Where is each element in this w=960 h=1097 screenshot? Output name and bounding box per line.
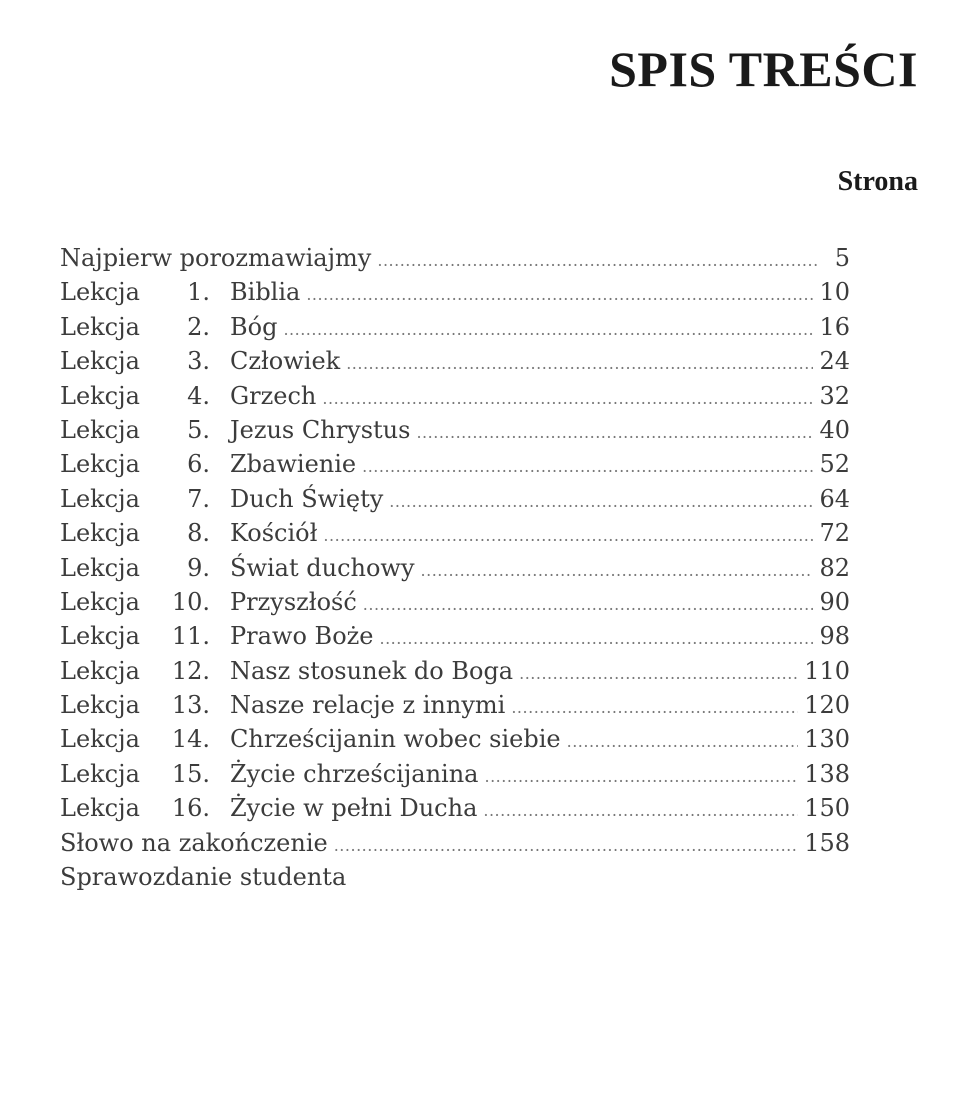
toc-entry-lesson[interactable] xyxy=(60,657,850,691)
dot-leader xyxy=(511,698,798,717)
lesson-number: 9. xyxy=(187,553,210,582)
toc-entry-lesson[interactable] xyxy=(60,794,850,828)
toc-entry-page: 138 xyxy=(804,759,850,788)
lesson-label: Lekcja xyxy=(60,725,140,754)
lesson-label: Lekcja xyxy=(60,587,140,616)
toc-entry-page: 90 xyxy=(819,587,850,616)
dot-leader xyxy=(379,629,813,648)
toc-entry-page: 10 xyxy=(819,278,850,307)
lesson-number: 1. xyxy=(187,278,210,307)
toc-entry-lesson[interactable] xyxy=(60,691,850,725)
toc-entry-title: Słowo na zakończenie xyxy=(60,828,328,857)
lesson-label: Lekcja xyxy=(60,759,140,788)
toc-entry-title: Życie w pełni Ducha xyxy=(230,794,478,823)
toc-entry-title: Biblia xyxy=(230,278,301,307)
lesson-label: Lekcja xyxy=(60,415,140,444)
toc-entry-page: 82 xyxy=(819,553,850,582)
toc-entry-title: Najpierw porozmawiajmy xyxy=(60,244,372,272)
lesson-label: Lekcja xyxy=(60,519,140,548)
lesson-number: 10. xyxy=(171,587,210,616)
dot-leader xyxy=(484,767,798,786)
toc-entry-page: 24 xyxy=(819,347,850,376)
toc-entry-page: 110 xyxy=(804,656,850,685)
dot-leader xyxy=(362,457,813,476)
dot-leader xyxy=(416,423,813,442)
toc-entry-closing[interactable] xyxy=(60,829,850,863)
dot-leader xyxy=(483,801,798,820)
lesson-label: Lekcja xyxy=(60,656,140,685)
lesson-number: 14. xyxy=(171,725,210,754)
toc-entry-page: 130 xyxy=(804,725,850,754)
toc-entry-lesson[interactable] xyxy=(60,382,850,416)
toc-entry-title: Świat duchowy xyxy=(230,553,415,582)
toc-entry-page: 150 xyxy=(804,794,850,823)
toc-entry-page: 98 xyxy=(819,622,850,651)
toc-entry-title: Człowiek xyxy=(230,347,341,376)
lesson-label: Lekcja xyxy=(60,691,140,720)
lesson-number: 7. xyxy=(187,484,210,513)
toc-entry-page: 64 xyxy=(819,484,850,513)
toc-entry-lesson[interactable] xyxy=(60,725,850,759)
lesson-number: 16. xyxy=(171,794,210,823)
toc-entry-title: Grzech xyxy=(230,381,317,410)
toc-entry-report[interactable] xyxy=(60,863,850,897)
toc-entry-title: Chrześcijanin wobec siebie xyxy=(230,725,561,754)
lesson-label: Lekcja xyxy=(60,278,140,307)
page-title: SPIS TREŚCI xyxy=(609,41,918,97)
dot-leader xyxy=(421,561,814,580)
toc-entry-lesson[interactable] xyxy=(60,485,850,519)
lesson-label: Lekcja xyxy=(60,381,140,410)
dot-leader xyxy=(389,492,813,511)
toc-entry-title: Duch Święty xyxy=(230,484,384,513)
lesson-number: 15. xyxy=(171,759,210,788)
toc-entry-page: 32 xyxy=(819,381,850,410)
dot-leader xyxy=(283,320,813,339)
dot-leader xyxy=(363,595,814,614)
toc-entry-title: Prawo Boże xyxy=(230,622,374,651)
dot-leader xyxy=(322,389,813,408)
toc-entry-title: Nasze relacje z innymi xyxy=(230,691,506,720)
lesson-number: 4. xyxy=(187,381,210,410)
toc-entry-intro[interactable] xyxy=(60,244,850,278)
toc-entry-page: 72 xyxy=(819,519,850,548)
toc-entry-lesson[interactable] xyxy=(60,588,850,622)
lesson-label: Lekcja xyxy=(60,794,140,823)
lesson-number: 2. xyxy=(187,312,210,341)
toc-entry-lesson[interactable] xyxy=(60,450,850,484)
toc-entry-title: Kościół xyxy=(230,519,318,548)
lesson-label: Lekcja xyxy=(60,347,140,376)
lesson-number: 12. xyxy=(171,656,210,685)
toc-entry-lesson[interactable] xyxy=(60,278,850,312)
toc-entry-title: Zbawienie xyxy=(230,450,357,479)
dot-leader xyxy=(306,285,813,304)
toc-entry-lesson[interactable] xyxy=(60,347,850,381)
dot-leader xyxy=(346,354,813,373)
lesson-number: 8. xyxy=(187,519,210,548)
lesson-label: Lekcja xyxy=(60,450,140,479)
lesson-number: 13. xyxy=(171,691,210,720)
toc-entry-title: Jezus Chrystus xyxy=(230,415,411,444)
lesson-label: Lekcja xyxy=(60,622,140,651)
toc-entry-lesson[interactable] xyxy=(60,416,850,450)
toc-entry-title: Przyszłość xyxy=(230,587,357,616)
toc-entry-page: 40 xyxy=(819,415,850,444)
toc-entry-title: Sprawozdanie studenta xyxy=(60,863,347,892)
lesson-label: Lekcja xyxy=(60,484,140,513)
dot-leader xyxy=(377,251,820,270)
toc-entry-page: 120 xyxy=(804,691,850,720)
toc-entry-lesson[interactable] xyxy=(60,760,850,794)
toc-entry-lesson[interactable] xyxy=(60,554,850,588)
dot-leader xyxy=(567,732,799,751)
dot-leader xyxy=(323,526,813,545)
toc-entry-page: 52 xyxy=(819,450,850,479)
lesson-number: 3. xyxy=(187,347,210,376)
page-column-label: Strona xyxy=(837,166,918,197)
lesson-label: Lekcja xyxy=(60,553,140,582)
toc-entry-page: 158 xyxy=(804,828,850,857)
table-of-contents xyxy=(60,244,850,897)
lesson-number: 6. xyxy=(187,450,210,479)
toc-entry-lesson[interactable] xyxy=(60,622,850,656)
dot-leader xyxy=(334,836,798,855)
toc-entry-title: Nasz stosunek do Boga xyxy=(230,656,514,685)
lesson-number: 5. xyxy=(187,415,210,444)
toc-entry-page: 16 xyxy=(819,312,850,341)
toc-entry-page: 5 xyxy=(834,244,850,272)
lesson-label: Lekcja xyxy=(60,312,140,341)
toc-entry-title: Życie chrześcijanina xyxy=(230,759,479,788)
lesson-number: 11. xyxy=(171,622,210,651)
toc-entry-title: Bóg xyxy=(230,312,278,341)
toc-entry-lesson[interactable] xyxy=(60,313,850,347)
toc-entry-lesson[interactable] xyxy=(60,519,850,553)
dot-leader xyxy=(519,664,798,683)
